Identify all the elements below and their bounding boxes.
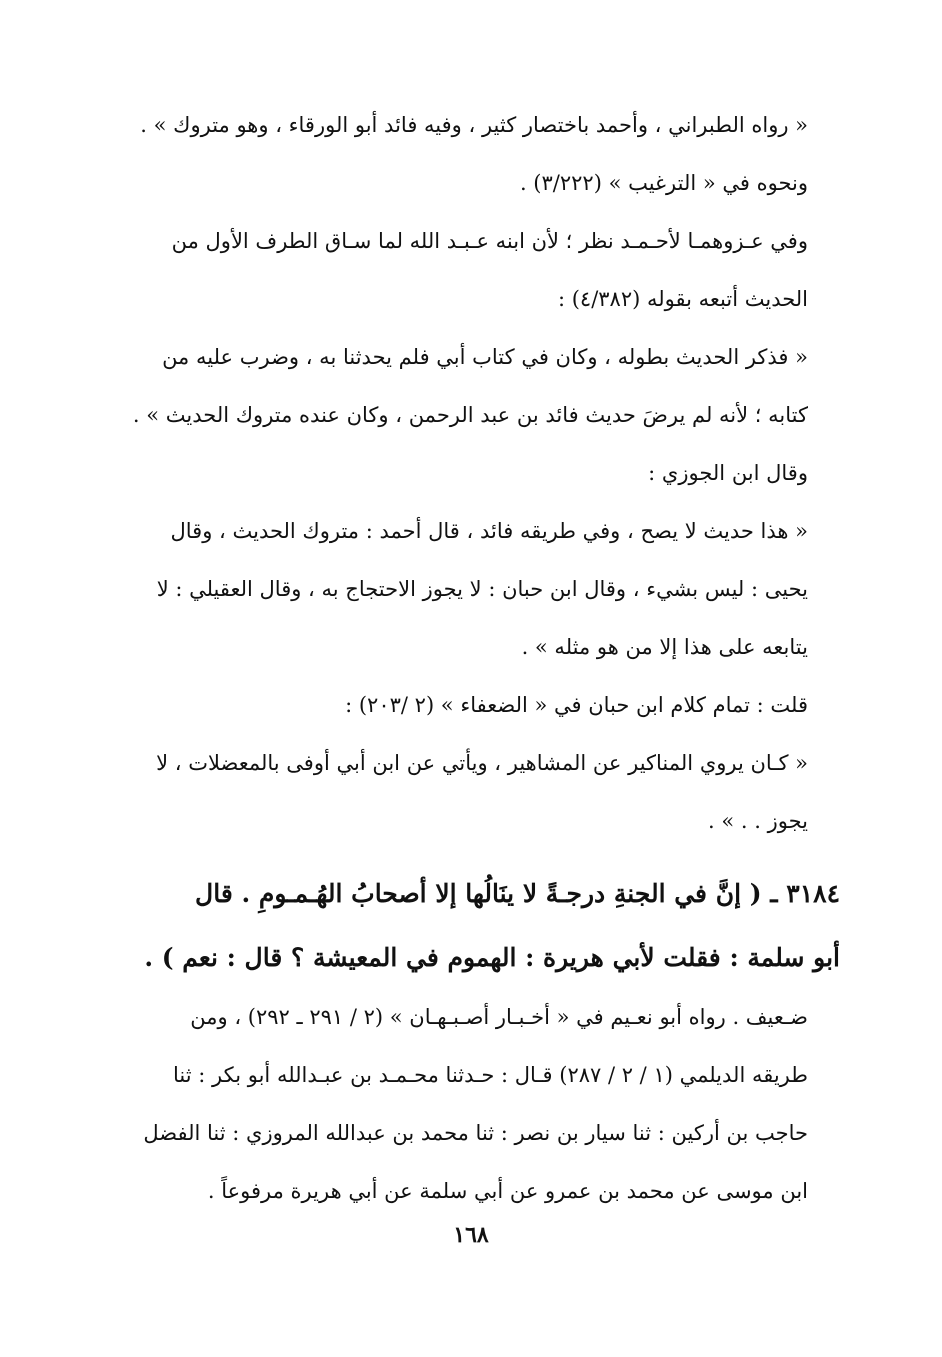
line: حاجب بن أركين : ثنا سيار بن نصر : ثنا محمد بن عبدالله المروزي : ثنا الفضل	[143, 1121, 808, 1145]
paragraph-ibn-jawzi	[92, 444, 840, 502]
paragraph-ibn-hibban-ref	[92, 676, 840, 734]
line: « فذكر الحديث بطوله ، وكان في كتاب أبي فلم يحدثنا به ، وضرب عليه من	[162, 345, 808, 369]
line: وفي عـزوهمـا لأحـمـد نظر ؛ لأن ابنه عـبـد الله لما سـاق الطرف الأول من	[171, 229, 808, 253]
line: ابن موسى عن محمد بن عمرو عن أبي سلمة عن أبي هريرة مرفوعاً .	[207, 1179, 808, 1203]
page-number: ١٦٨	[453, 1222, 489, 1248]
paragraph-quote-ibn-jawzi	[92, 502, 840, 676]
line: يحيى : ليس بشيء ، وقال ابن حبان : لا يجوز الاحتجاج به ، وقال العقيلي : لا	[156, 577, 808, 601]
line: يجوز . . » .	[708, 809, 808, 833]
line: أبو سلمة : فقلت لأبي هريرة : الهموم في المعيشة ؟ قال : نعم ) .	[144, 943, 840, 972]
paragraph-quote-tabarani	[92, 96, 840, 154]
line: الحديث أتبعه بقوله (٤/٣٨٢) :	[557, 287, 808, 311]
line: « هذا حديث لا يصح ، وفي طريقه فائد ، قال أحمد : متروك الحديث ، وقال	[170, 519, 808, 543]
line: كتابه ؛ لأنه لم يرضَ حديث فائد بن عبد الرحمن ، وكان عنده متروك الحديث » .	[132, 403, 808, 427]
line: ضـعيف . رواه أبو نعـيم في « أخـبـار أصـبـهـان » (٢ / ٢٩١ ـ ٢٩٢) ، ومن	[190, 1005, 808, 1029]
paragraph-grading	[92, 988, 840, 1220]
hadith-heading	[92, 862, 840, 990]
paragraph-ahmad-note	[92, 212, 840, 328]
paragraph-targhib-ref	[92, 154, 840, 212]
paragraph-quote-ibn-hibban	[92, 734, 840, 850]
line: وقال ابن الجوزي :	[648, 461, 808, 485]
line: طريقه الديلمي (١ / ٢ / ٢٨٧) قـال : حـدثنا محـمـد بن عبـدالله أبو بكر : ثنا	[173, 1063, 808, 1087]
line: قلت : تمام كلام ابن حبان في « الضعفاء » (٢ /٢٠٣) :	[345, 693, 808, 717]
line: « رواه الطبراني ، وأحمد باختصار كثير ، وفيه فائد أبو الورقاء ، وهو متروك » .	[140, 113, 808, 137]
line: يتابعه على هذا إلا من هو مثله » .	[521, 635, 808, 659]
line: ٣١٨٤ ـ ( إنَّ في الجنةِ درجـةً لا ينَالُها إلا أصحابُ الهُـمـومِ . قال	[195, 879, 840, 908]
paragraph-quote-abdullah	[92, 328, 840, 444]
body-text-top	[92, 96, 840, 850]
line: « كـان يروي المناكير عن المشاهير ، ويأتي عن ابن أبي أوفى بالمعضلات ، لا	[156, 751, 808, 775]
hadith-heading-block	[92, 862, 840, 990]
body-text-bottom	[92, 988, 840, 1220]
line: ونحوه في « الترغيب » (٣/٢٢٢) .	[519, 171, 808, 195]
